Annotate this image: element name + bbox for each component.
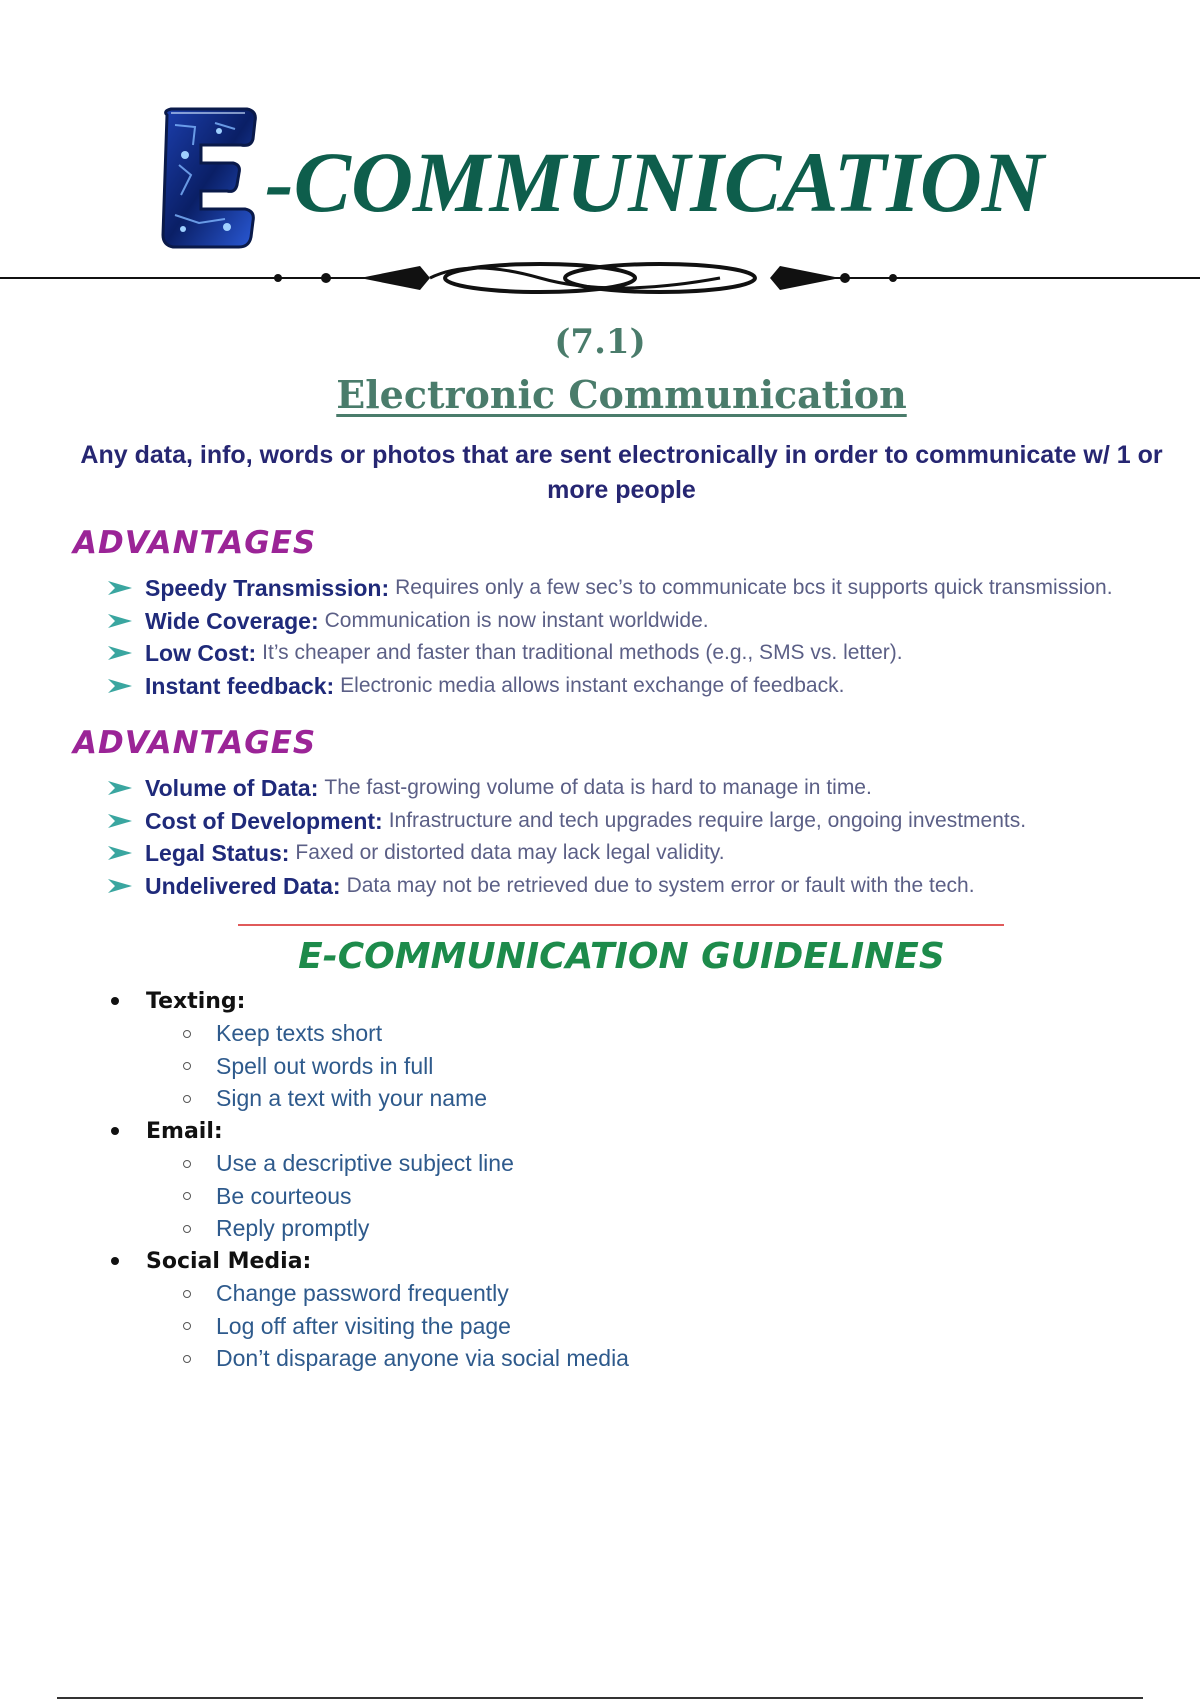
section-number: (7.1) [554, 322, 646, 362]
item-term: Instant feedback: [145, 672, 335, 699]
item-description: Communication is now instant worldwide. [324, 608, 709, 632]
list-item [108, 572, 1113, 605]
list-item [110, 1310, 629, 1343]
advantages-heading: ADVANTAGES [73, 525, 317, 561]
list-item [110, 1018, 629, 1051]
list-item [108, 805, 1026, 838]
item-description: The fast-growing volume of data is hard to manage in time. [324, 776, 872, 799]
arrowhead-bullet-icon [108, 846, 132, 860]
item-term: Cost of Development: [145, 807, 383, 834]
list-item [108, 605, 1113, 638]
list-item [108, 637, 1113, 670]
item-term: Speedy Transmission: [145, 575, 390, 601]
page-header [155, 105, 1044, 251]
hollow-bullet-icon [183, 1030, 191, 1038]
arrowhead-bullet-icon [108, 814, 132, 828]
item-description: Electronic media allows instant exchange of feedback. [340, 673, 845, 697]
circuit-board-letter-e-logo [155, 105, 263, 251]
list-item [110, 1213, 629, 1246]
list-item [110, 1050, 629, 1083]
guideline-text: Don’t disparage anyone via social media [216, 1345, 629, 1372]
disadvantages-list [108, 772, 1026, 902]
section-title: Electronic Communication [336, 372, 907, 417]
hollow-bullet-icon [183, 1355, 191, 1363]
guideline-text: Sign a text with your name [216, 1085, 488, 1112]
advantages-list [108, 572, 1113, 702]
list-item [110, 1278, 629, 1311]
list-item [110, 1180, 629, 1213]
list-item [110, 1083, 629, 1116]
item-term: Volume of Data: [145, 775, 319, 801]
list-item [110, 1343, 629, 1376]
bullet-dot-icon [111, 997, 119, 1005]
disadvantages-heading: ADVANTAGES [73, 725, 317, 761]
hollow-bullet-icon [183, 1290, 191, 1298]
item-term: Wide Coverage: [145, 607, 319, 634]
list-item [110, 1148, 629, 1181]
item-term: Legal Status: [145, 840, 290, 866]
item-description: Requires only a few sec’s to communicate bcs it supports quick transmission. [395, 576, 1113, 599]
guideline-text: Reply promptly [216, 1215, 370, 1242]
hollow-bullet-icon [183, 1062, 191, 1070]
arrowhead-bullet-icon [108, 646, 132, 660]
hollow-bullet-icon [183, 1225, 191, 1233]
guideline-category [110, 985, 629, 1115]
arrowhead-bullet-icon [108, 781, 132, 795]
guideline-text: Spell out words in full [216, 1052, 434, 1079]
guideline-text: Log off after visiting the page [216, 1312, 511, 1339]
guidelines-list [110, 985, 629, 1375]
hollow-bullet-icon [183, 1322, 191, 1330]
arrowhead-bullet-icon [108, 679, 132, 693]
item-description: It’s cheaper and faster than traditional methods (e.g., SMS vs. letter). [262, 641, 903, 664]
hollow-bullet-icon [183, 1095, 191, 1103]
arrowhead-bullet-icon [108, 614, 132, 628]
ornamental-flourish-divider [0, 254, 1200, 300]
arrowhead-bullet-icon [108, 879, 132, 893]
page-footer-rule [57, 1697, 1143, 1699]
arrowhead-bullet-icon [108, 581, 132, 595]
list-item [108, 772, 1026, 805]
definition-text: Any data, info, words or photos that are sent electronically in order to communicate w/ 1 or more people [80, 441, 1163, 504]
list-item [108, 870, 1026, 903]
guideline-category [110, 1245, 629, 1375]
item-description: Infrastructure and tech upgrades require large, ongoing investments. [388, 808, 1027, 832]
hollow-bullet-icon [183, 1160, 191, 1168]
bullet-dot-icon [111, 1127, 119, 1135]
bullet-dot-icon [111, 1257, 119, 1265]
guideline-text: Change password frequently [216, 1280, 509, 1307]
hollow-bullet-icon [183, 1192, 191, 1200]
item-description: Data may not be retrieved due to system error or fault with the tech. [346, 873, 975, 897]
category-label: Social Media: [146, 1248, 312, 1274]
category-label: Email: [146, 1118, 223, 1144]
document-title: -COMMUNICATION [265, 134, 1044, 230]
item-term: Undelivered Data: [145, 872, 341, 899]
item-description: Faxed or distorted data may lack legal validity. [295, 841, 725, 864]
guideline-text: Be courteous [216, 1182, 352, 1209]
item-term: Low Cost: [145, 640, 257, 666]
list-item [108, 670, 1113, 703]
guideline-category [110, 1115, 629, 1245]
section-divider [238, 924, 1004, 926]
list-item [108, 837, 1026, 870]
category-label: Texting: [146, 988, 246, 1014]
guidelines-heading: E-COMMUNICATION GUIDELINES [298, 936, 945, 977]
guideline-text: Keep texts short [216, 1020, 383, 1047]
guideline-text: Use a descriptive subject line [216, 1150, 514, 1177]
